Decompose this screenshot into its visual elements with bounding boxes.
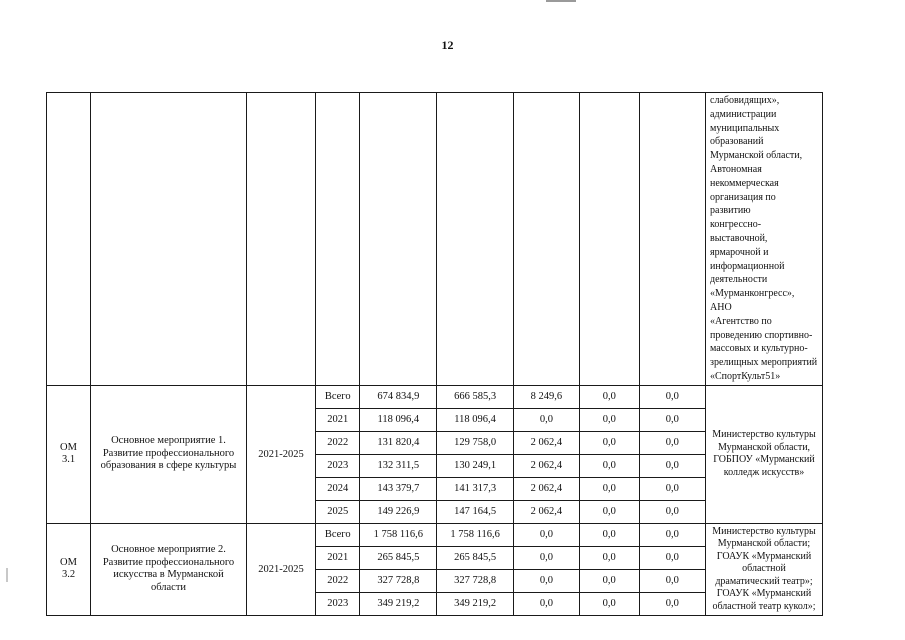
regional-cell: 129 758,0 [437,431,514,454]
total-cell: 349 219,2 [360,592,437,615]
text-line: администрации [710,108,777,120]
responsible-executors [706,385,823,523]
table-row [316,569,705,592]
year-cell: 2022 [316,431,360,454]
text-line: 3.2 [61,569,76,581]
local-cell: 0,0 [579,454,639,477]
total-cell: 265 845,5 [360,546,437,569]
other-cell: 0,0 [639,546,705,569]
table-row [316,386,705,409]
regional-cell: 141 317,3 [437,477,514,500]
text-line: образований [710,136,764,148]
other-cell: 0,0 [639,408,705,431]
financing-block [316,523,706,616]
local-cell: 0,0 [579,546,639,569]
text-line: Мурманской области; [717,538,811,550]
text-line: зрелищных мероприятий [710,357,818,369]
text-line: ГОБПОУ «Мурманский [713,454,815,466]
text-line: некоммерческая [710,177,779,189]
regional-cell: 147 164,5 [437,500,514,523]
text-line: конгрессно-выставочной, [710,219,768,244]
activity-code [47,385,91,523]
empty-cell [360,93,437,386]
text-line: информационной [710,260,785,272]
empty-cell [247,93,316,386]
total-cell: 674 834,9 [360,386,437,409]
text-line: Министерство культуры [712,525,816,537]
text-line: колледж искусств» [723,466,805,478]
activity-code [47,523,91,616]
other-cell: 0,0 [665,598,679,610]
text-line: «СпортКульт51» [710,370,781,382]
budget-table [46,92,823,616]
year-cell: Всего [316,386,360,409]
text-line: Автономная [710,163,762,175]
text-line: деятельности [710,274,768,286]
text-line: Мурманской области, [717,441,811,453]
total-cell: 327 728,8 [360,569,437,592]
other-cell: 0,0 [665,506,679,518]
local-cell: 0,0 [579,386,639,409]
regional-cell: 118 096,4 [437,408,514,431]
text-line: организация по развитию [710,191,776,217]
text-line: «Агентство по [710,315,772,327]
table-row [316,431,705,454]
regional-cell: 265 845,5 [437,546,514,569]
text-line: ярмарочной и [710,246,769,258]
total-cell: 132 311,5 [360,454,437,477]
page-number: 12 [441,38,454,52]
federal-cell: 0,0 [514,546,580,569]
other-cell: 0,0 [639,569,705,592]
text-line: области [150,581,187,593]
other-cell: 0,0 [639,386,705,409]
activity-name [91,523,247,616]
other-cell: 0,0 [639,454,705,477]
text-line: ГОАУК «Мурманский [716,550,812,562]
text-line: областной [742,563,786,575]
local-cell: 0,0 [579,408,639,431]
text-line: ОМ [60,441,77,453]
scan-artifact-mark [6,568,8,582]
table-row [316,477,705,500]
other-cell: 0,0 [639,431,705,454]
empty-cell [514,93,580,386]
continuation-row [47,93,823,386]
text-line: искусства в Мурманской [113,569,224,581]
federal-cell: 2 062,4 [514,431,580,454]
text-line: Мурманской области, [710,150,803,162]
table-row [316,524,705,547]
text-line: Развитие профессионального [102,556,235,568]
empty-cell [437,93,514,386]
total-cell: 1 758 116,6 [360,524,437,547]
table-row [316,454,705,477]
activity-period: 2021-2025 [247,385,316,523]
text-line: ОМ [60,556,77,568]
text-line: ГОАУК «Мурманский [716,588,812,600]
local-cell: 0,0 [579,524,639,547]
text-line: муниципальных [710,122,780,134]
regional-cell: 327 728,8 [437,569,514,592]
regional-cell: 349 219,2 [437,592,514,615]
text-line: массовых и культурно- [710,343,808,355]
year-cell: 2023 [316,454,360,477]
text-line: проведению спортивно- [710,329,813,341]
year-cell: 2021 [316,408,360,431]
activity-row-om-3-2 [47,523,823,616]
total-cell: 149 226,9 [360,500,437,523]
federal-cell: 0,0 [514,592,580,615]
local-cell: 0,0 [579,477,639,500]
text-line: Министерство культуры [712,429,816,441]
empty-cell [580,93,640,386]
local-cell: 0,0 [579,569,639,592]
year-cell: Всего [316,524,360,547]
empty-cell [91,93,247,386]
federal-cell: 2 062,4 [514,500,580,523]
regional-cell: 1 758 116,6 [437,524,514,547]
responsible-executors-continuation [706,93,823,386]
year-cell: 2025 [316,500,360,523]
regional-cell: 666 585,3 [437,386,514,409]
year-cell: 2024 [316,477,360,500]
activity-row-om-3-1 [47,385,823,523]
total-cell: 143 379,7 [360,477,437,500]
text-line: «Мурманконгресс», АНО [710,288,795,313]
federal-cell: 8 249,6 [514,386,580,409]
federal-cell: 2 062,4 [514,454,580,477]
text-line: Основное мероприятие 2. [111,544,226,556]
activity-name [91,385,247,523]
responsible-executors [706,523,823,616]
local-cell: 0,0 [579,500,639,523]
total-cell: 118 096,4 [360,408,437,431]
other-cell: 0,0 [639,524,705,547]
text-line: Развитие профессионального [102,447,235,459]
text-line: образования в сфере культуры [100,460,237,472]
regional-cell: 130 249,1 [437,454,514,477]
other-cell: 0,0 [639,477,705,500]
text-line: драматический театр»; [715,575,813,587]
text-line: 3.1 [61,454,76,466]
year-cell: 2022 [316,569,360,592]
federal-cell: 0,0 [514,408,580,431]
financing-block [316,385,706,523]
text-line: Основное мероприятие 1. [111,435,226,447]
local-cell: 0,0 [579,592,639,615]
local-cell: 0,0 [579,431,639,454]
empty-cell [640,93,706,386]
table-row [316,546,705,569]
scan-artifact-mark [546,0,576,2]
year-cell: 2023 [316,592,360,615]
financing-table [316,386,705,523]
table-row [316,408,705,431]
text-line: областной театр кукол»; [712,600,816,612]
federal-cell: 2 062,4 [514,477,580,500]
year-cell: 2021 [316,546,360,569]
activity-period: 2021-2025 [247,523,316,616]
federal-cell: 0,0 [514,569,580,592]
table-row [316,592,705,615]
financing-table [316,524,705,615]
total-cell: 131 820,4 [360,431,437,454]
empty-cell [316,93,360,386]
federal-cell: 0,0 [514,524,580,547]
table-row [316,500,705,523]
text-line: слабовидящих», [710,95,780,106]
empty-cell [47,93,91,386]
